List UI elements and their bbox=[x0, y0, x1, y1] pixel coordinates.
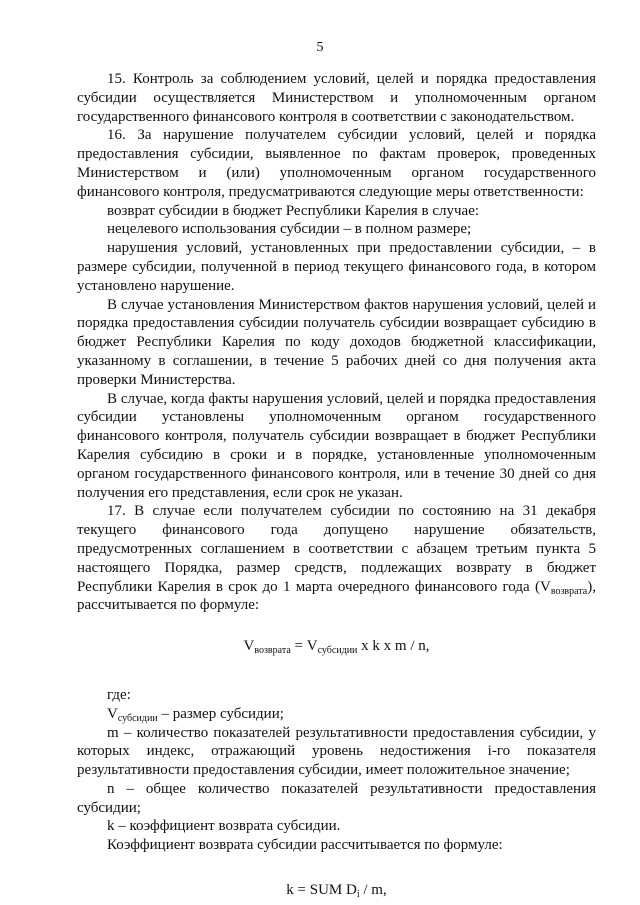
formula-coefficient-a: k = SUM D bbox=[286, 882, 357, 899]
formula-return-sub1: возврата bbox=[254, 645, 291, 657]
paragraph-16-return: возврат субсидии в бюджет Республики Карелия в случае: bbox=[107, 202, 480, 219]
definition-m: m – количество показателей результативности предоставления субсидии, у которых индекс, отражающий уровень недостижения i-го показателя результативности предоставления субсидии, имеет положительное значение; bbox=[77, 724, 596, 779]
paragraph-15: 15. Контроль за соблюдением условий, целей и порядка предоставления субсидии осуществляется Министерством и уполномоченным органом государственного финансового контроля в соответствии с законодательством. bbox=[77, 71, 596, 125]
paragraph-17 bbox=[77, 502, 596, 615]
definition-k: k – коэффициент возврата субсидии. bbox=[107, 818, 341, 835]
page-number: 5 bbox=[316, 40, 324, 55]
paragraph-16-control-body: В случае, когда факты нарушения условий, целей и порядка предоставления субсидии установлены уполномоченным органом государственного финансового контроля, получатель субсидии возвращает в бюджет Республики Карелия субсидию в сроки и в порядке, установленные уполномоченным органом государственного финансового контроля, или в течение 30 дней со дня получения его представления, если срок не указан. bbox=[77, 390, 596, 501]
formula-return-rest: x k x m / n, bbox=[357, 638, 430, 655]
definition-n: n – общее количество показателей результативности предоставления субсидии; bbox=[77, 780, 596, 816]
paragraph-17-text: 17. В случае если получателем субсидии по состоянию на 31 декабря текущего финансового года допущено нарушение обязательств, предусмотренных соглашением в соответствии с абзацем третьим пункта 5 настоящего Порядка, размер средств, подлежащих возврату в бюджет Республики Карелия в срок до 1 марта очередного финансового года (V bbox=[77, 503, 596, 595]
where-label: где: bbox=[107, 686, 131, 703]
definition-v bbox=[77, 705, 596, 724]
definition-v-symbol: V bbox=[107, 705, 118, 722]
paragraph-17-end: ), рассчитывается по формуле: bbox=[77, 578, 596, 614]
coefficient-intro: Коэффициент возврата субсидии рассчитывается по формуле: bbox=[107, 837, 503, 854]
paragraph-16-violation: нарушения условий, установленных при предоставлении субсидии, – в размере субсидии, полученной в период текущего финансового года, в котором установлено нарушение. bbox=[77, 240, 596, 294]
definition-v-subscript: субсидии bbox=[117, 712, 158, 724]
paragraph-16-misuse: нецелевого использования субсидии – в полном размере; bbox=[107, 221, 472, 238]
paragraph-16: 16. За нарушение получателем субсидии условий, целей и порядка предоставления субсидии, выявленное по фактам проверок, проведенных Министерством и (или) уполномоченным органом государственного финансового контроля, предусматриваются следующие меры ответственности: bbox=[77, 127, 596, 200]
definition-v-text: – размер субсидии; bbox=[157, 705, 284, 722]
paragraph-16-ministry: В случае установления Министерством фактов нарушения условий, целей и порядка предоставления субсидии получатель субсидии возвращает субсидию в бюджет Республики Карелия по коду доходов бюджетной классификации, указанному в соглашении, в течение 5 рабочих дней со дня получения акта проверки Министерства. bbox=[77, 296, 596, 388]
document-body bbox=[77, 70, 596, 900]
formula-return-v: V bbox=[243, 638, 255, 655]
formula-coefficient-sub: i bbox=[356, 889, 360, 901]
formula-return bbox=[77, 637, 596, 656]
paragraph-17-subscript: возврата bbox=[550, 585, 588, 597]
formula-coefficient-b: / m, bbox=[359, 882, 387, 899]
formula-return-eq: = V bbox=[290, 638, 318, 655]
formula-coefficient bbox=[77, 881, 596, 900]
formula-return-sub2: субсидии bbox=[317, 645, 358, 657]
